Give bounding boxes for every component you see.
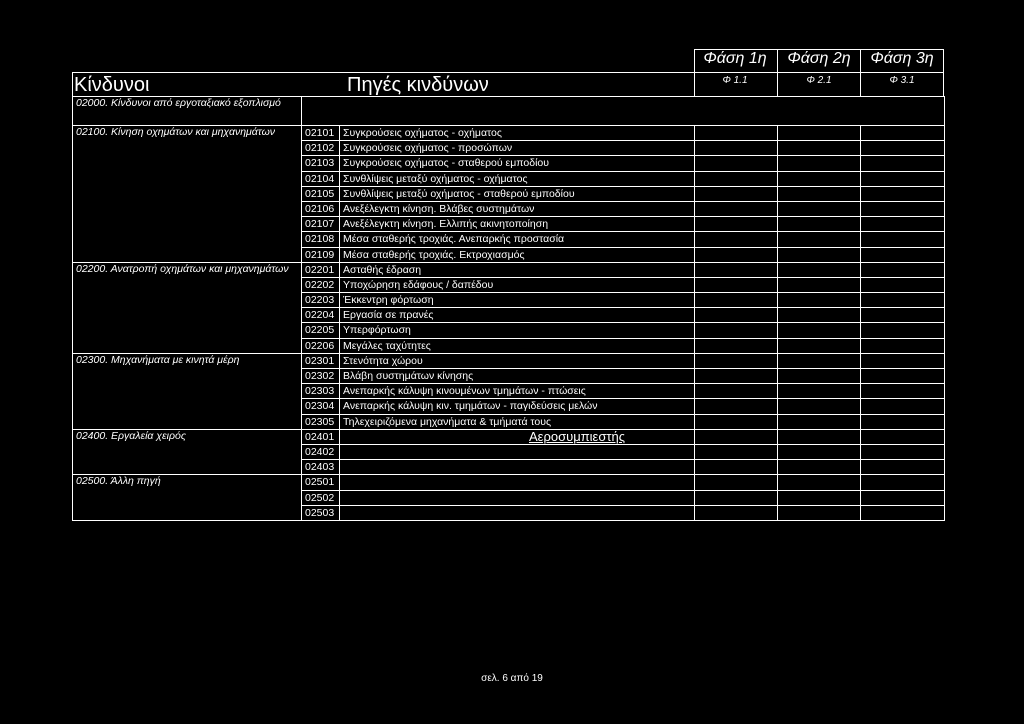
source-code: 02204 xyxy=(302,308,340,323)
phase-cell-2 xyxy=(778,186,861,201)
phase-cell-2 xyxy=(778,353,861,368)
phase-cell-1 xyxy=(695,201,778,216)
source-description xyxy=(340,505,695,520)
phase-cell-2 xyxy=(778,369,861,384)
source-code: 02503 xyxy=(302,505,340,520)
source-description: Συγκρούσεις οχήματος - προσώπων xyxy=(340,141,695,156)
source-code: 02301 xyxy=(302,353,340,368)
phase-cell-3 xyxy=(861,460,945,475)
category-label: 02300. Μηχανήματα με κινητά μέρη xyxy=(73,353,302,429)
phase-cell-1 xyxy=(695,126,778,141)
source-description: Μέσα σταθερής τροχιάς. Ανεπαρκής προστασία xyxy=(340,232,695,247)
phase-cell-1 xyxy=(695,369,778,384)
phase-cell-1 xyxy=(695,293,778,308)
phase-cell-3 xyxy=(861,217,945,232)
source-description: Ανεπαρκής κάλυψη κινουμένων τμημάτων - πτώσεις xyxy=(340,384,695,399)
phase-cell-1 xyxy=(695,232,778,247)
phase-cell-3 xyxy=(861,293,945,308)
source-code: 02205 xyxy=(302,323,340,338)
source-description: Μέσα σταθερής τροχιάς. Εκτροχιασμός xyxy=(340,247,695,262)
phase-cell-3 xyxy=(861,262,945,277)
table-row xyxy=(73,429,945,444)
source-code: 02501 xyxy=(302,475,340,490)
source-code: 02102 xyxy=(302,141,340,156)
phase-cell-3 xyxy=(861,444,945,459)
source-description: Συγκρούσεις οχήματος - σταθερού εμποδίου xyxy=(340,156,695,171)
source-description: Εργασία σε πρανές xyxy=(340,308,695,323)
phase-cell-3 xyxy=(861,414,945,429)
phase-cell-3 xyxy=(861,308,945,323)
phase-cell-3 xyxy=(861,338,945,353)
phase-cell-2 xyxy=(778,247,861,262)
phase-3-code: Φ 3.1 xyxy=(889,75,915,86)
phase-cell-1 xyxy=(695,353,778,368)
phase-cell-3 xyxy=(861,505,945,520)
source-code: 02403 xyxy=(302,460,340,475)
phase-cell-1 xyxy=(695,141,778,156)
phase-cell-3 xyxy=(861,323,945,338)
phase-cell-2 xyxy=(778,171,861,186)
phase-cell-2 xyxy=(778,277,861,292)
table-row xyxy=(73,262,945,277)
phase-cell-3 xyxy=(861,277,945,292)
source-code: 02108 xyxy=(302,232,340,247)
phase-cell-3 xyxy=(861,429,945,444)
phase-cell-2 xyxy=(778,399,861,414)
category-label: 02500. Άλλη πηγή xyxy=(73,475,302,521)
source-code: 02106 xyxy=(302,201,340,216)
phase-cell-1 xyxy=(695,338,778,353)
source-description: Συνθλίψεις μεταξύ οχήματος - σταθερού εμποδίου xyxy=(340,186,695,201)
source-description xyxy=(340,444,695,459)
phase-cell-3 xyxy=(861,186,945,201)
phase-cell-2 xyxy=(778,141,861,156)
source-code: 02201 xyxy=(302,262,340,277)
phase-cell-3 xyxy=(861,490,945,505)
phase-cell-3 xyxy=(861,201,945,216)
phase-cell-2 xyxy=(778,308,861,323)
category-label: 02400. Εργαλεία χειρός xyxy=(73,429,302,475)
source-code: 02101 xyxy=(302,126,340,141)
phase-cell-3 xyxy=(861,369,945,384)
phase-cell-3 xyxy=(861,384,945,399)
phase-cell-2 xyxy=(778,201,861,216)
section-title: Αεροσυμπιεστής xyxy=(528,429,626,444)
empty-cell xyxy=(302,97,945,126)
source-code: 02305 xyxy=(302,414,340,429)
phase-cell-3 xyxy=(861,247,945,262)
source-description xyxy=(340,475,695,490)
phase-cell-1 xyxy=(695,308,778,323)
phase-cell-2 xyxy=(778,460,861,475)
source-description: Ασταθής έδραση xyxy=(340,262,695,277)
phase-cell-2 xyxy=(778,444,861,459)
source-code: 02107 xyxy=(302,217,340,232)
phase-cell-1 xyxy=(695,186,778,201)
phase-cell-1 xyxy=(695,475,778,490)
phase-cell-3 xyxy=(861,141,945,156)
phase-cell-2 xyxy=(778,490,861,505)
source-code: 02104 xyxy=(302,171,340,186)
phase-cell-1 xyxy=(695,414,778,429)
category-label: 02200. Ανατροπή οχημάτων και μηχανημάτων xyxy=(73,262,302,353)
table-row xyxy=(73,475,945,490)
source-description: Στενότητα χώρου xyxy=(340,353,695,368)
source-description xyxy=(340,460,695,475)
sources-header: Πηγές κινδύνων xyxy=(347,74,489,96)
phase-cell-1 xyxy=(695,399,778,414)
category-label: 02100. Κίνηση οχημάτων και μηχανημάτων xyxy=(73,126,302,263)
source-code: 02105 xyxy=(302,186,340,201)
phase-cell-2 xyxy=(778,429,861,444)
phase-cell-2 xyxy=(778,293,861,308)
source-description: Μεγάλες ταχύτητες xyxy=(340,338,695,353)
phase-cell-1 xyxy=(695,429,778,444)
phase-cell-3 xyxy=(861,156,945,171)
phase-cell-1 xyxy=(695,217,778,232)
phase-cell-2 xyxy=(778,505,861,520)
source-description: Συγκρούσεις οχήματος - οχήματος xyxy=(340,126,695,141)
source-code: 02304 xyxy=(302,399,340,414)
source-description: Υπερφόρτωση xyxy=(340,323,695,338)
source-description: Υποχώρηση εδάφους / δαπέδου xyxy=(340,277,695,292)
phase-cell-3 xyxy=(861,126,945,141)
phase-cell-2 xyxy=(778,384,861,399)
phase-cell-3 xyxy=(861,232,945,247)
phase-cell-2 xyxy=(778,156,861,171)
phase-cell-1 xyxy=(695,460,778,475)
phase-cell-3 xyxy=(861,399,945,414)
phase-cell-2 xyxy=(778,126,861,141)
phase-2-code: Φ 2.1 xyxy=(806,75,832,86)
source-code: 02502 xyxy=(302,490,340,505)
risk-table xyxy=(72,96,945,521)
phase-cell-1 xyxy=(695,444,778,459)
source-description: Έκκεντρη φόρτωση xyxy=(340,293,695,308)
source-code: 02401 xyxy=(302,429,340,444)
source-code: 02103 xyxy=(302,156,340,171)
source-code: 02302 xyxy=(302,369,340,384)
risks-header: Κίνδυνοι xyxy=(74,74,150,96)
phase-cell-2 xyxy=(778,262,861,277)
phase-2-header: Φάση 2η xyxy=(787,50,851,67)
source-description: Ανεξέλεγκτη κίνηση. Ελλιπής ακινητοποίηση xyxy=(340,217,695,232)
phase-cell-2 xyxy=(778,414,861,429)
source-description: Βλάβη συστημάτων κίνησης xyxy=(340,369,695,384)
source-code: 02109 xyxy=(302,247,340,262)
table-row xyxy=(73,353,945,368)
table-row xyxy=(73,126,945,141)
phase-cell-1 xyxy=(695,171,778,186)
phase-cell-1 xyxy=(695,247,778,262)
phase-cell-3 xyxy=(861,171,945,186)
phase-cell-1 xyxy=(695,277,778,292)
phase-cell-1 xyxy=(695,505,778,520)
phase-cell-2 xyxy=(778,323,861,338)
source-description: Συνθλίψεις μεταξύ οχήματος - οχήματος xyxy=(340,171,695,186)
page-number: σελ. 6 από 19 xyxy=(481,673,543,684)
phase-1-code: Φ 1.1 xyxy=(722,75,748,86)
category-label: 02000. Κίνδυνοι από εργοταξιακό εξοπλισμό xyxy=(73,97,302,126)
phase-cell-1 xyxy=(695,262,778,277)
phase-1-header: Φάση 1η xyxy=(703,50,767,67)
source-description: Ανεπαρκής κάλυψη κιν. τμημάτων - παγιδεύσεις μελών xyxy=(340,399,695,414)
phase-cell-2 xyxy=(778,475,861,490)
source-code: 02303 xyxy=(302,384,340,399)
source-description xyxy=(340,429,695,444)
phase-cell-3 xyxy=(861,353,945,368)
source-description xyxy=(340,490,695,505)
phase-cell-1 xyxy=(695,384,778,399)
source-code: 02202 xyxy=(302,277,340,292)
phase-3-header: Φάση 3η xyxy=(870,50,934,67)
source-code: 02203 xyxy=(302,293,340,308)
phase-cell-2 xyxy=(778,232,861,247)
source-code: 02206 xyxy=(302,338,340,353)
phase-cell-3 xyxy=(861,475,945,490)
phase-cell-1 xyxy=(695,156,778,171)
phase-cell-1 xyxy=(695,490,778,505)
source-description: Τηλεχειριζόμενα μηχανήματα & τμήματά τους xyxy=(340,414,695,429)
phase-cell-2 xyxy=(778,338,861,353)
source-code: 02402 xyxy=(302,444,340,459)
phase-cell-1 xyxy=(695,323,778,338)
category-row xyxy=(73,97,945,126)
source-description: Ανεξέλεγκτη κίνηση. Βλάβες συστημάτων xyxy=(340,201,695,216)
phase-cell-2 xyxy=(778,217,861,232)
